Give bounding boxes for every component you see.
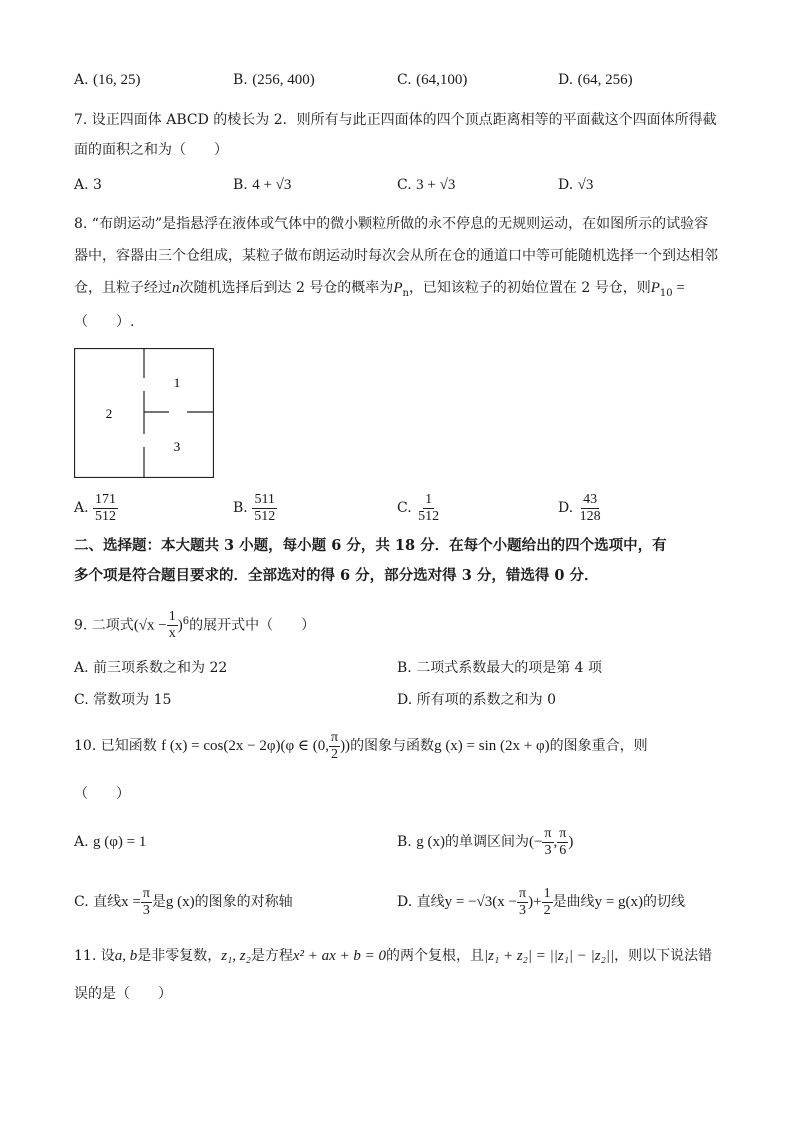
q9-option-a: A. 前三项系数之和为 22	[74, 660, 228, 676]
chamber-2-label: 2	[105, 406, 113, 421]
q10-option-c: C. 直线x = $\frac{\pi}{3}$ 是g (x)的图象的对称轴	[74, 885, 293, 918]
section2-heading-line1: 二、选择题：本大题共 3 小题，每小题 6 分，共 18 分．在每个小题给出的四个选项中，有	[74, 537, 667, 554]
q11-stem-line2: 误的是（ ）	[74, 986, 172, 1002]
q8-option-b: B. $\frac{511}{512}$	[233, 491, 276, 524]
q8-stem-line3: 仓，且粒子经过n次随机选择后到达 2 号仓的概率为$P_n$，已知该粒子的初始位置在 2 号仓，则$P_{10}$ =	[74, 280, 685, 299]
q10-stem-line1: 10. 已知函数 f (x) = cos(2x − 2φ)(φ ∈ (0, $\frac{\pi}{2}$ ))的图象与函数g (x) = sin (2x + φ)的图象重合，则	[74, 729, 648, 762]
q7-option-c: C. 3 + √3	[397, 177, 456, 193]
chamber-1-label: 1	[173, 375, 181, 390]
q8-stem-line1: 8. “布朗运动”是指悬浮在液体或气体中的微小颗粒所做的永不停息的无规则运动，在如图所示的试验容	[74, 216, 709, 232]
q6-option-d: D. (64, 256)	[558, 72, 633, 88]
q10-option-b: B. g (x)的单调区间为(− $\frac{\pi}{3}$ , $\frac{\pi}{6}$ )	[397, 825, 574, 858]
q9-option-b: B. 二项式系数最大的项是第 4 项	[397, 660, 602, 676]
q10-stem-line2: （ ）	[74, 786, 130, 802]
q8-option-a: A. $\frac{171}{512}$	[74, 491, 117, 524]
q7-option-b: B. 4 + √3	[233, 177, 292, 193]
q11-stem-line1: 11. 设a, b是非零复数，z₁, z₂是方程x² + ax + b = 0的两个复根，且|z₁ + z₂| = ||z₁| − |z₂||，则以下说法错	[74, 948, 713, 964]
q8-stem-line4: （ ）.	[74, 314, 135, 330]
q7-stem-line1: 7. 设正四面体 ABCD 的棱长为 2．则所有与此正四面体的四个顶点距离相等的平面截这个四面体所得截	[74, 112, 717, 128]
q8-stem-line2: 器中，容器由三个仓组成，某粒子做布朗运动时每次会从所在仓的通道口中等可能随机选择一个到达相邻	[74, 248, 718, 264]
q6-option-b: B. (256, 400)	[233, 72, 315, 88]
q6-option-a: A. (16, 25)	[74, 72, 141, 88]
q9-option-d: D. 所有项的系数之和为 0	[397, 692, 556, 708]
q7-option-d: D. √3	[558, 177, 594, 193]
q9-stem: 9. 二项式(√x − $\frac{1}{x}$ )$^6$的展开式中（ ）	[74, 609, 316, 642]
q10-option-a: A. g (φ) = 1	[74, 834, 147, 850]
chamber-3-label: 3	[173, 439, 181, 454]
section2-heading-line2: 多个项是符合题目要求的．全部选对的得 6 分，部分选对得 3 分，错选得 0 分．	[74, 567, 599, 584]
q10-option-d: D. 直线y = −√3(x − $\frac{\pi}{3}$ )+ $\frac{1}{2}$ 是曲线y = g(x)的切线	[397, 885, 686, 918]
q6-option-c: C. (64,100)	[397, 72, 468, 88]
q9-option-c: C. 常数项为 15	[74, 692, 172, 708]
q7-option-a: A. 3	[74, 177, 102, 193]
q8-option-c: C. $\frac{1}{512}$	[397, 491, 440, 524]
q8-option-d: D. $\frac{43}{128}$	[558, 491, 601, 524]
container-diagram	[74, 348, 214, 478]
q7-stem-line2: 面的面积之和为（ ）	[74, 142, 228, 158]
